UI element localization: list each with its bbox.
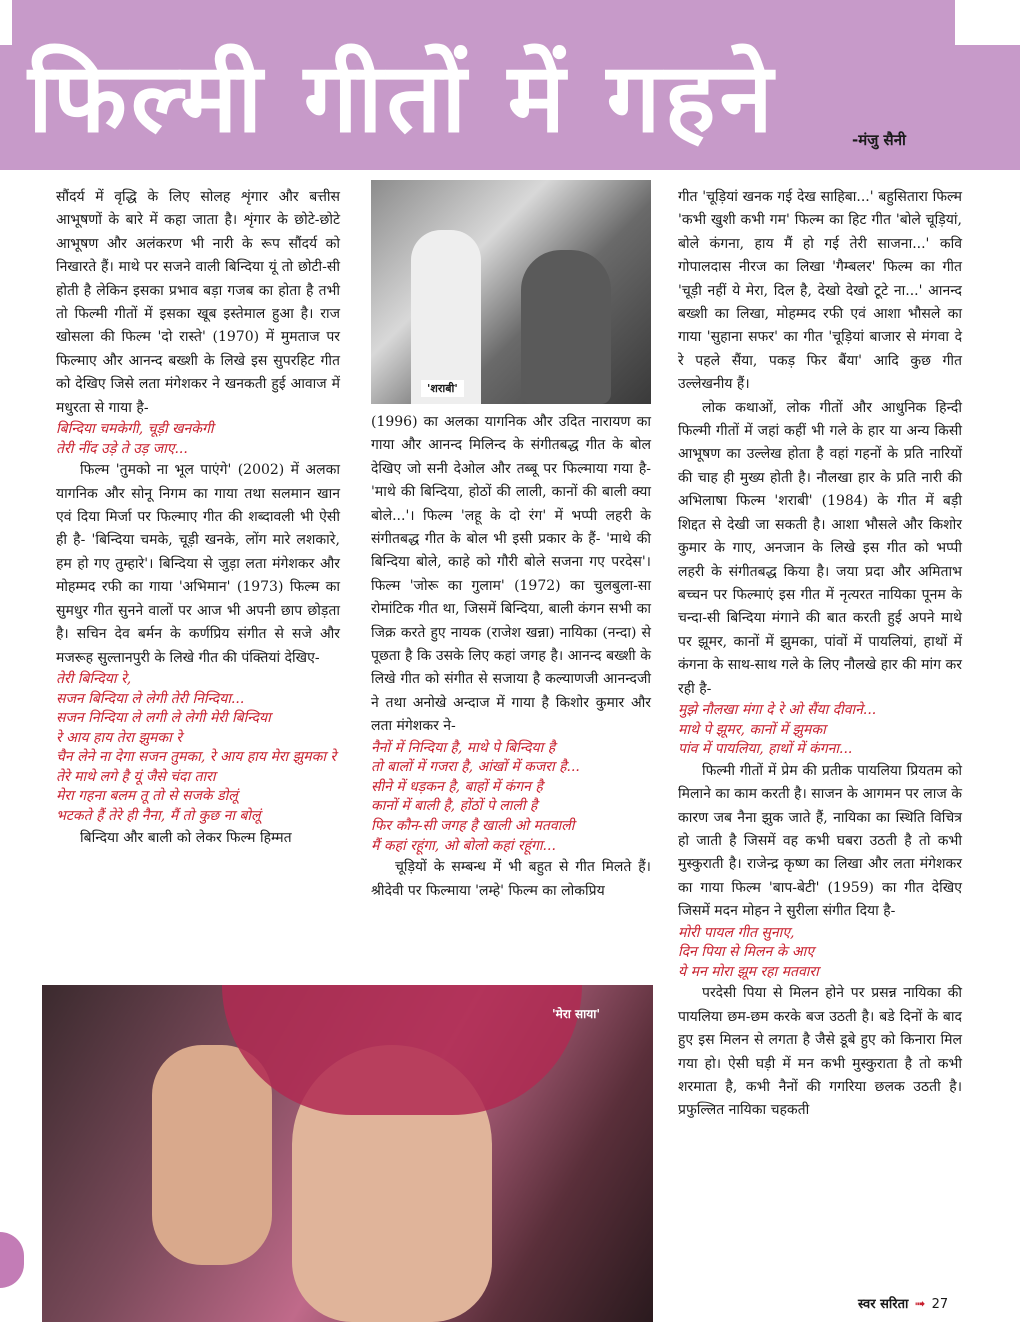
verse-line: सजन निन्दिया ले लगी ले लेगी मेरी बिन्दिया (56, 710, 271, 727)
paragraph: लोक कथाओं, लोक गीतों और आधुनिक हिन्दी फिल्मी गीतों में जहां कहीं भी गले के हार या अन्य किसी आभूषण का उल्लेख होता है वहां गहनों के प्रति नारियों की चाह ही मुख्य होती है। नौलखा हार के प्रति नारी की अभिलाषा फिल्म 'शराबी' (1984) के गीत में बड़ी शिद्दत से देखी जा सकती है। आशा भौसले और किशोर कुमार के गाए, अनजान के लिखे इस गीत को भप्पी लहरी के संगीतबद्ध किया है। जया प्रदा और अमिताभ बच्चन पर फिल्माएं इस गीत में नृत्यरत नायिका पूनम के चन्दा-सी बिन्दिया मंगाने की बात करती हुई अपने माथे पर झूमर, कानों में झुमका, पांवों में पायलियां, हाथों में कंगना के साथ-साथ गले के लिए नौलखे हार की मांग कर रही है- (678, 399, 962, 697)
verse-line: पांव में पायलिया, हाथों में कंगना... (678, 741, 853, 758)
paragraph: सौंदर्य में वृद्धि के लिए सोलह शृंगार और बत्तीस आभूषणों के बारे में कहा जाता है। शृंगार के छोटे-छोटे आभूषण और अलंकरण भी नारी के रूप सौंदर्य को निखारते हैं। माथे पर सजने वाली बिन्दिया यूं तो छोटी-सी होती है लेकिन इसका प्रभाव बड़ा गजब का होता है तभी तो फिल्मी गीतों में इसका खूब इस्तेमाल हुआ है। राज खोसला की फिल्म 'दो रास्ते' (1970) में मुमताज पर फिल्माए और आनन्द बख्शी के लिखे इस सुपरहिट गीत को देखिए जिसे लता मंगेशकर ने खनकती हुई आवाज में मधुरता से गाया है- (56, 189, 340, 416)
verse-block (56, 420, 340, 459)
veil-figure (222, 985, 582, 1115)
verse-line: तेरे माथे लगे है यूं जैसे चंदा तारा (56, 768, 216, 785)
verse-block (678, 701, 962, 760)
verse-line: सीने में धड़कन है, बाहों में कंगन है (371, 778, 543, 795)
verse-line: रे आय हाय तेरा झुमका रे (56, 729, 182, 746)
paragraph: चूड़ियों के सम्बन्ध में भी बहुत से गीत मिलते हैं। श्रीदेवी पर फिल्माया 'लम्हे' फिल्म का लोकप्रिय (371, 859, 651, 899)
mera-saaya-photo (42, 985, 653, 1322)
verse-line: बिन्दिया चमकेगी, चूड़ी खनकेगी (56, 421, 214, 438)
verse-line: फिर कौन-सी जगह है खाली ओ मतवाली (371, 818, 575, 835)
band-notch (955, 0, 1020, 45)
band-notch-left (0, 0, 12, 45)
page-footer (858, 1294, 948, 1312)
actress-figure (521, 250, 611, 404)
verse-line: कानों में बाली है, होंठों पे लाली है (371, 798, 538, 815)
verse-line: तो बालों में गजरा है, आंखों में कजरा है... (371, 759, 580, 776)
paragraph: फिल्मी गीतों में प्रेम की प्रतीक पायलिया प्रियतम को मिलाने का काम करती है। साजन के आगमन पर लाज के कारण जब नैना झुक जाते हैं, नायिका का स्थिति विचित्र हो जाती है जिसमें वह कभी घबरा उठती है तो कभी मुस्कुराती है। राजेन्द्र कृष्ण का लिखा और लता मंगेशकर का गाया फिल्म 'बाप-बेटी' (1959) का गीत देखिए जिसमें मदन मोहन ने सुरीला संगीत दिया है- (678, 762, 962, 920)
paragraph: परदेसी पिया से मिलन होने पर प्रसन्न नायिका की पायलिया छम-छम करके बज उठती है। बडे दिनों के बाद हुए इस मिलन से लगता है जैसे डूबे हुए को किनारा मिल गया हो। ऐसी घड़ी में मन कभी मुस्कुराता है तो कभी शरमाता है, कभी नैनों की गगरिया छलक उठती है। प्रफुल्लित नायिका चहकती (678, 985, 962, 1119)
verse-line: सजन बिन्दिया ले लेगी तेरी निन्दिया... (56, 690, 245, 707)
magazine-name: स्वर सरिता (858, 1297, 909, 1312)
verse-line: चैन लेने ना देगा सजन तुमका, रे आय हाय मेरा झुमका रे (56, 749, 337, 766)
arrow-icon: ➟ (914, 1297, 926, 1312)
mera-saaya-caption: 'मेरा साया' (552, 1007, 601, 1021)
verse-line: मेरा गहना बलम तू तो से सजके डोलूं (56, 788, 238, 805)
verse-line: तेरी बिन्दिया रे, (56, 670, 132, 687)
verse-line: मुझे नौलखा मंगा दे रे ओ सैंया दीवाने... (678, 701, 877, 718)
verse-line: दिन पिया से मिलन के आए (678, 944, 814, 961)
verse-line: माथे पे झूमर, कानों में झुमका (678, 721, 826, 738)
verse-line: मोरी पायल गीत सुनाए, (678, 924, 795, 941)
hand-figure (152, 1045, 272, 1265)
column-3 (678, 186, 962, 1123)
paragraph: बिन्दिया और बाली को लेकर फिल्म हिम्मत (80, 829, 292, 846)
sharabi-photo (371, 180, 651, 404)
verse-line: मैं कहां रहूंगा, ओ बोलो कहां रहूंगा... (371, 837, 556, 854)
page-edge-tab (0, 1232, 24, 1288)
paragraph: (1996) का अलका यागनिक और उदित नारायण का गाया और आनन्द मिलिन्द के संगीतबद्ध गीत के बोल देखिए जो सनी देओल और तब्बू पर फिल्माया गया है- 'माथे की बिन्दिया, होठों की लाली, कानों की बाली क्या बोले...'। फिल्म 'लहू के दो रंग' में भप्पी लहरी के संगीतबद्ध गीत के बोल भी इसी प्रकार के हैं- 'माथे की बिन्दिया बोले, काहे को गौरी बोले सजना गए परदेस'। फिल्म 'जोरू का गुलाम' (1972) का चुलबुला-सा रोमांटिक गीत था, जिसमें बिन्दिया, बाली कंगन सभी का जिक्र करते हुए नायक (राजेश खन्ना) नायिका (नन्दा) से पूछता है कि उसके लिए कहां जगह है। आनन्द बख्शी के लिखे गीत को संगीत से सजाया है कल्याणजी आनन्दजी ने तथा अनोखे अन्दाज में गाया है किशोर कुमार और लता मंगेशकर ने- (371, 414, 651, 735)
paragraph: गीत 'चूड़ियां खनक गई देख साहिबा...' बहुसितारा फिल्म 'कभी खुशी कभी गम' फिल्म का हिट गीत 'बोले चूड़ियां, बोले कंगना, हाय मैं हो गई तेरी साजना...' कवि गोपालदास नीरज का लिखा 'गैम्बलर' फिल्म का गीत 'चूड़ी नहीं ये मेरा, दिल है, देखो देखो टूटे ना...' आनन्द बख्शी का लिखा, मोहम्मद रफी एवं आशा भौसले का गाया 'सुहाना सफर' का गीत 'चूड़ियां बाजार से मंगवा दे रे पहले सैंया, पकड़ फिर बैंया' आदि कुछ गीत उल्लेखनीय हैं। (678, 189, 962, 393)
verse-line: तेरी नींद उड़े ते उड़ जाए... (56, 440, 188, 457)
verse-line: नैनों में निन्दिया है, माथे पे बिन्दिया है (371, 739, 556, 756)
verse-block (56, 670, 340, 827)
paragraph: फिल्म 'तुमको ना भूल पाएंगे' (2002) में अलका यागनिक और सोनू निगम का गाया तथा सलमान खान एवं दिया मिर्जा पर फिल्माए गीत की शब्दावली भी ऐसी ही है- 'बिन्दिया चमके, चूड़ी खनके, लोंग मारे लशकारे, हम हो गए तुम्हारे'। बिन्दिया से जुड़ा लता मंगेशकर और मोहम्मद रफी का गाया 'अभिमान' (1973) फिल्म का सुमधुर गीत सुनने वालों पर आज भी अपनी छाप छोड़ता है। सचिन देव बर्मन के कर्णप्रिय संगीत से सजे और मजरूह सुल्तानपुरी के लिखे गीत की पंक्तियां देखिए- (56, 462, 340, 666)
page-number: 27 (931, 1297, 949, 1312)
author-byline: -मंजु सैनी (852, 131, 906, 149)
column-1 (56, 186, 340, 850)
actor-figure (411, 230, 481, 404)
verse-line: भटकते हैं तेरे ही नैना, मैं तो कुछ ना बोलूं (56, 808, 261, 825)
verse-block (371, 739, 651, 857)
sharabi-caption: 'शराबी' (421, 380, 464, 397)
page-title: फिल्मी गीतों में गहने (28, 42, 777, 154)
verse-block (678, 924, 962, 983)
verse-line: ये मन मोरा झूम रहा मतवारा (678, 963, 819, 980)
column-2 (371, 411, 651, 903)
